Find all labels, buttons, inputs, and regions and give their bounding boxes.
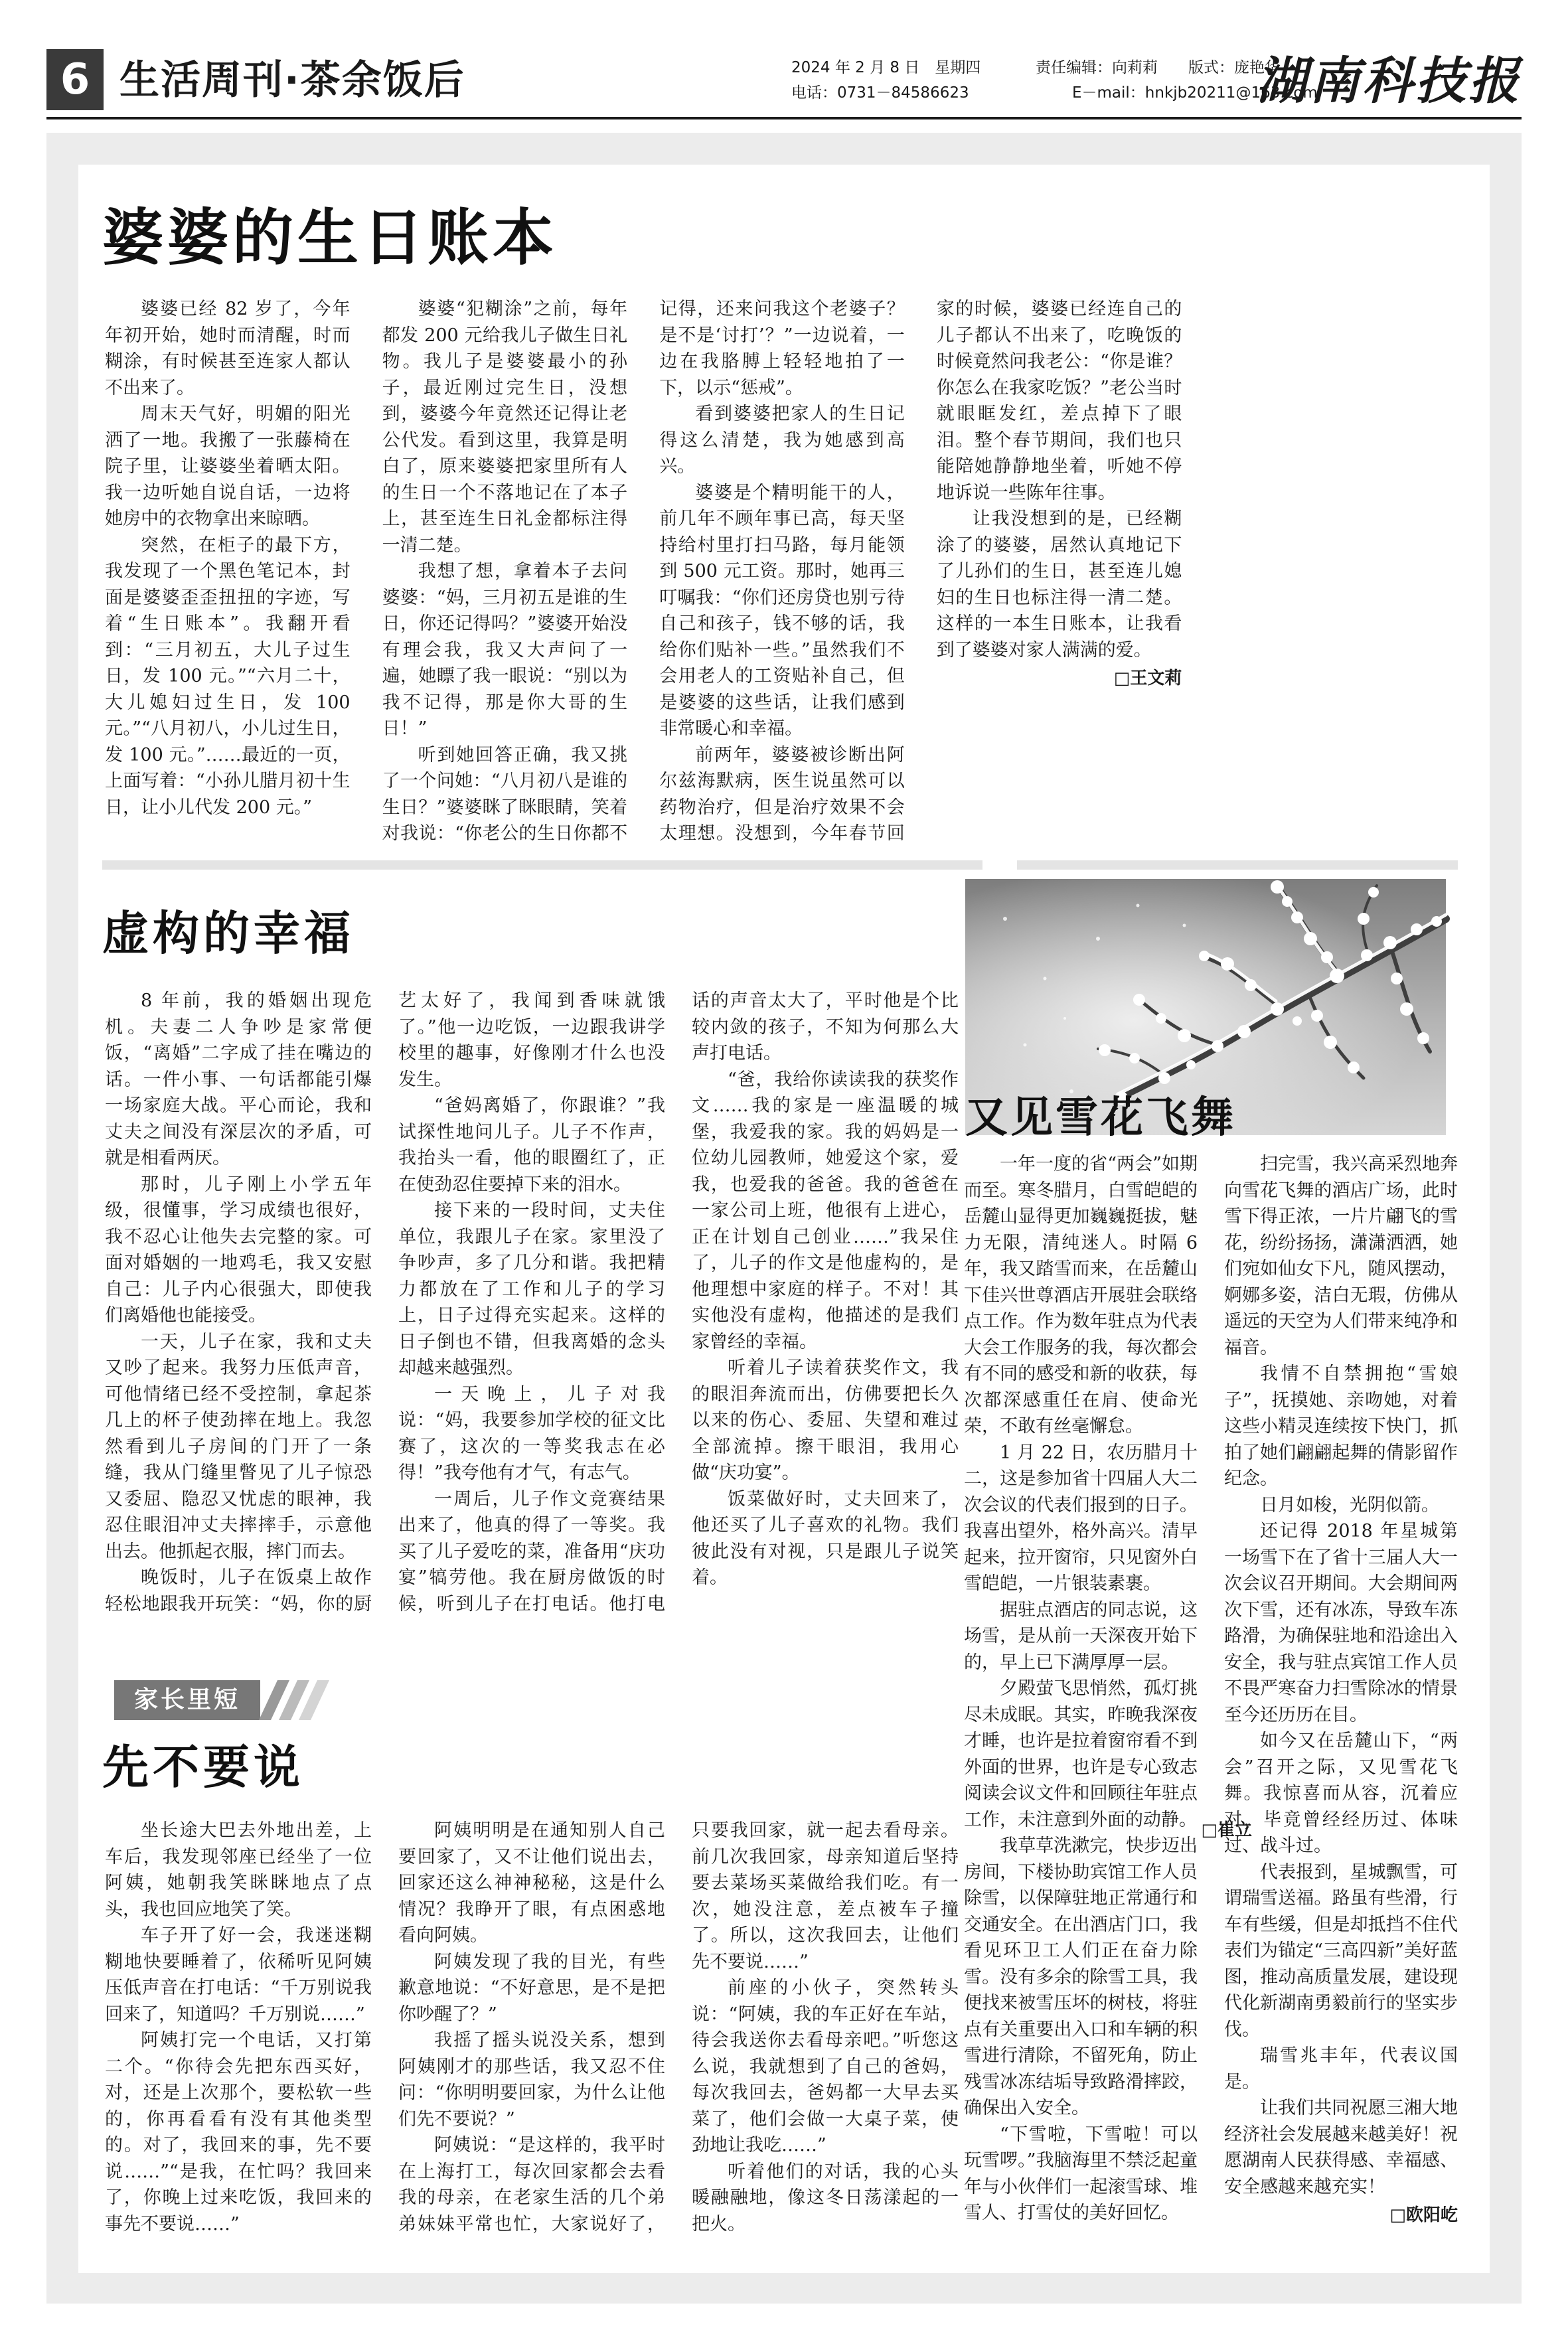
paragraph: 阿姨说：“是这样的，我平时在上海打工，每次回家都会去看我的母亲，在老家生活的几个弟弟妹妹平常也忙，大家说好了，只要我回家，就一起去看母亲。前几次我回家，母亲知道后坚持要去菜场买菜做给我们吃。有一次，她没注意，差点被车子撞了。所以，这次我回去，让他们先不要说……” — [398, 1820, 959, 2234]
divider-rule — [1017, 860, 1458, 870]
paragraph: 饭菜做好时，丈夫回来了，他还买了儿子喜欢的礼物。我们彼此没有对视，只是跟儿子说笑着。 — [692, 1488, 959, 1588]
paragraph: 突然，在柜子的最下方，我发现了一个黑色笔记本，封面是婆婆歪歪扭扭的字迹，写着“生日账本”。我翻开看到：“三月初五，大儿子过生日，发 100 元。”“六月二十，大儿媳妇过生日，发 100 元。”“八月初八，小儿过生日，发 100 元。”……最近的一页，上面写着：“小孙儿腊月初十生日，让小儿代发 200 元。” — [105, 534, 351, 818]
paragraph: 那时，儿子刚上小学五年级，很懂事，学习成绩也很好，我不忍心让他失去完整的家。可面对婚姻的一地鸡毛，我又安慰自己：儿子内心很强大，即使我们离婚他也能接受。 — [105, 1174, 372, 1326]
paragraph: “下雪啦，下雪啦！可以玩雪啰。”我脑海里不禁泛起童年与小伙伴们一起滚雪球、堆雪人、打雪仗的美好回忆。 — [964, 2124, 1198, 2223]
paragraph: 婆婆“犯糊涂”之前，每年都发 200 元给我儿子做生日礼物。我儿子是婆婆最小的孙子，最近刚过完生日，没想到，婆婆今年竟然还记得让老公代发。看到这里，我算是明白了，原来婆婆把家里所有人的生日一个不落地记在了本子上，甚至连生日礼金都标注得一清二楚。 — [382, 299, 628, 556]
paragraph: 婆婆是个精明能干的人，前几年不顾年事已高，每天坚持给村里打扫马路，每月能领到 500 元工资。那时，她再三叮嘱我：“你们还房贷也别亏待自己和孩子，钱不够的话，我给你们贴补一些。”虽然我们不会用老人的工资贴补自己，但是婆婆的这些话，让我们感到非常暖心和幸福。 — [659, 482, 905, 739]
paragraph: 1 月 22 日，农历腊月十二，这是参加省十四届人大二次会议的代表们报到的日子。我喜出望外，格外高兴。清早起来，拉开窗帘，只见窗外白雪皑皑，一片银装素裹。 — [964, 1442, 1198, 1594]
article3-title: 又见雪花飞舞 — [965, 1093, 1236, 1142]
article3-author: □欧阳屹 — [1389, 2205, 1458, 2225]
divider-rule — [102, 860, 982, 870]
section-title: 生活周刊·茶余饭后 — [119, 57, 465, 104]
paragraph: 夕殿萤飞思悄然，孤灯挑尽未成眠。其实，昨晚我深夜才睡，也许是拉着窗帘看不到外面的世界，也许是专心致志阅读会议文件和回顾往年驻点工作，未注意到外面的动静。 — [964, 1678, 1198, 1830]
paragraph: 瑞雪兆丰年，代表议国是。 — [1224, 2045, 1458, 2092]
page-header — [46, 45, 1522, 119]
article2-body — [105, 988, 959, 1617]
paragraph: 一天，儿子在家，我和丈夫又吵了起来。我努力压低声音，可他情绪已经不受控制，拿起茶几上的杯子使劲摔在地上。我忽然看到儿子房间的门开了一条缝，我从门缝里瞥见了儿子惊恐又委屈、隐忍又忧虑的眼神，我忍住眼泪冲丈夫摔摔手，示意他出去。他抓起衣服，摔门而去。 — [105, 1331, 372, 1562]
paragraph: 我摇了摇头说没关系，想到阿姨刚才的那些话，我又忍不住问：“你明明要回家，为什么让他们先不要说？” — [398, 2030, 665, 2130]
article3-body — [964, 1151, 1458, 2273]
paragraph: 还记得 2018 年星城第一场雪下在了省十三届人大一次会议召开期间。大会期间两次下雪，还有冰冻，导致车冻路滑，为确保驻地和沿途出入安全，我与驻点宾馆工作人员不畏严寒奋力扫雪除冰的情景至今还历历在目。 — [1224, 1521, 1458, 1725]
article4-author: □崔立 — [1201, 1820, 1252, 1840]
contact-email: E－mail：hnkjb20211@163.com — [1072, 84, 1318, 102]
paragraph: 据驻点酒店的同志说，这场雪，是从前一天深夜开始下的，早上已下满厚厚一层。 — [964, 1599, 1198, 1673]
article1-body — [105, 296, 1459, 854]
paragraph: “爸妈离婚了，你跟谁？”我试探性地问儿子。儿子不作声，我抬头一看，他的眼圈红了，正在使劲忍住要掉下来的泪水。 — [398, 1095, 665, 1195]
paragraph: 让我没想到的是，已经糊涂了的婆婆，居然认真地记下了儿孙们的生日，甚至连儿媳妇的生日也标注得一清二楚。这样的一本生日账本，让我看到了婆婆对家人满满的爱。 — [936, 509, 1182, 661]
paragraph: 8 年前，我的婚姻出现危机。夫妻二人争吵是家常便饭，“离婚”二字成了挂在嘴边的话。一件小事、一句话都能引爆一场家庭大战。平心而论，我和丈夫之间没有深层次的矛盾，可就是相看两厌。 — [105, 990, 372, 1168]
paragraph: 周末天气好，明媚的阳光洒了一地。我搬了一张藤椅在院子里，让婆婆坐着晒太阳。我一边听她自说自话，一边将她房中的衣物拿出来晾晒。 — [105, 404, 351, 529]
paragraph: 代表报到，星城飘雪，可谓瑞雪送福。路虽有些滑，行车有些缓，但是却抵挡不住代表们为锚定“三高四新”美好蓝图，推动高质量发展，建设现代化新湖南勇毅前行的坚实步伐。 — [1224, 1861, 1458, 2040]
article1-author: □王文莉 — [1113, 668, 1182, 688]
paragraph: 一周后，儿子作文竞赛结果出来了，他真的得了一等奖。我买了儿子爱吃的菜，准备用“庆功宴”犒劳他。我在厨房做饭的时候，听到儿子在打电话。他打电话的声音太大了，平时他是个比较内敛的孩子，不知为何那么大声打电话。 — [398, 990, 959, 1614]
paragraph: 我草草洗漱完，快步迈出房间，下楼协助宾馆工作人员除雪，以保障驻地正常通行和交通安全。在出酒店门口，我看见环卫工人们正在奋力除雪。没有多余的除雪工具，我便找来被雪压坏的树枝，将驻点有关重要出入口和车辆的积雪进行清除，不留死角，防止残雪冰冻结垢导致路滑摔跤，确保出入安全。 — [964, 1836, 1198, 2118]
paragraph: 如今又在岳麓山下，“两会”召开之际，又见雪花飞舞。我惊喜而从容，沉着应对，毕竟曾经经历过、体味过、战斗过。 — [1224, 1731, 1458, 1856]
paragraph: 车子开了好一会，我迷迷糊糊地快要睡着了，依稀听见阿姨压低声音在打电话：“千万别说我回来了，知道吗？千万别说……” — [105, 1925, 372, 2025]
paragraph: 一年一度的省“两会”如期而至。寒冬腊月，白雪皑皑的岳麓山显得更加巍巍挺拔，魅力无限，清纯迷人。时隔 6 年，我又踏雪而来，在岳麓山下佳兴世尊酒店开展驻会联络点工作。作为数年驻点为代表大会工作服务的我，每次都会有不同的感受和新的收获，每次都深感重任在肩、使命光荣，不敢有丝毫懈怠。 — [964, 1154, 1198, 1437]
paragraph: 听着他们的对话，我的心头暖融融地，像这冬日荡漾起的一把火。 — [692, 2161, 959, 2234]
paragraph: 接下来的一段时间，丈夫住单位，我跟儿子在家。家里没了争吵声，多了几分和谐。我把精力都放在了工作和儿子的学习上，日子过得充实起来。这样的日子倒也不错，但我离婚的念头却越来越强烈。 — [398, 1200, 665, 1378]
section-tag-label: 家长里短 — [114, 1680, 260, 1720]
paragraph: 阿姨发现了我的目光，有些歉意地说：“不好意思，是不是把你吵醒了？” — [398, 1951, 665, 2025]
content-frame — [46, 133, 1522, 2304]
paragraph: 我想了想，拿着本子去问婆婆：“妈，三月初五是谁的生日，你还记得吗？”婆婆开始没有理会我，我又大声问了一遍，她瞟了我一眼说：“别以为我不记得，那是你大哥的生日！” — [382, 561, 628, 739]
paragraph: 让我们共同祝愿三湘大地经济社会发展越来越美好！祝愿湖南人民获得感、幸福感、安全感越来越充实！ — [1224, 2098, 1458, 2197]
article1-title: 婆婆的生日账本 — [102, 202, 558, 274]
paragraph: 我情不自禁拥抱“雪娘子”，抚摸她、亲吻她，对着这些小精灵连续按下快门，抓拍了她们翩翩起舞的倩影留作纪念。 — [1224, 1364, 1458, 1489]
paragraph: 听着儿子读着获奖作文，我的眼泪奔流而出，仿佛要把长久以来的伤心、委屈、失望和难过全部流掉。擦干眼泪，我用心做“庆功宴”。 — [692, 1358, 959, 1483]
paragraph: 前两年，婆婆被诊断出阿尔兹海默病，医生说虽然可以药物治疗，但是治疗效果不会太理想。没想到，今年春节回家的时候，婆婆已经连自己的儿子都认不出来了，吃晚饭的时候竟然问我老公：“你是谁？你怎么在我家吃饭？”老公当时就眼眶发红，差点掉下了眼泪。整个春节期间，我们也只能陪她静静地坐着，听她不停地诉说一些陈年往事。 — [659, 299, 1182, 844]
paragraph: 阿姨明明是在通知别人自己要回家了，又不让他们说出去，回家还这么神神秘秘，这是什么情况？我睁开了眼，有点困惑地看向阿姨。 — [398, 1820, 665, 1946]
paragraph: 晚饭时，儿子在饭桌上故作轻松地跟我开玩笑：“妈，你的厨艺太好了，我闻到香味就饿了。”他一边吃饭，一边跟我讲学校里的趣事，好像刚才什么也没发生。 — [105, 990, 665, 1614]
section-tag — [114, 1680, 406, 1720]
paragraph: 一天晚上，儿子对我说：“妈，我要参加学校的征文比赛了，这次的一等奖我志在必得！”我夸他有才气，有志气。 — [398, 1383, 665, 1483]
issue-date: 2024 年 2 月 8 日 星期四 — [791, 59, 981, 76]
content-panel — [78, 165, 1490, 2273]
page-number: 6 — [46, 49, 104, 110]
paragraph: 听到她回答正确，我又挑了一个问她：“八月初八是谁的生日？”婆婆眯了眯眼睛，笑着对我说：“你老公的生日你都不记得，还来问我这个老婆子？是不是‘讨打’？”一边说着，一边在我胳膊上轻轻地拍了一下，以示“惩戒”。 — [382, 299, 905, 844]
article2-title: 虚构的幸福 — [102, 905, 354, 961]
paragraph: “爸，我给你读读我的获奖作文……我的家是一座温暖的城堡，我爱我的家。我的妈妈是一位幼儿园教师，她爱这个家，爱我，也爱我的爸爸。我的爸爸在一家公司上班，他很有上进心，正在计划自己创业……”我呆住了，儿子的作文是他虚构的，是他理想中家庭的样子。不对！其实他没有虚构，他描述的是我们家曾经的幸福。 — [692, 1069, 959, 1352]
article4-title: 先不要说 — [102, 1739, 304, 1794]
paragraph: 扫完雪，我兴高采烈地奔向雪花飞舞的酒店广场，此时雪下得正浓，一片片翩飞的雪花，纷纷扬扬，潇潇洒洒，她们宛如仙女下凡，随风摆动，婀娜多姿，洁白无瑕，仿佛从遥远的天空为人们带来纯净和福音。 — [1224, 1154, 1458, 1358]
masthead-logo: 湖南科技报 — [1256, 51, 1522, 110]
paragraph: 婆婆已经 82 岁了，今年年初开始，她时而清醒，时而糊涂，有时候甚至连家人都认不出来了。 — [105, 299, 351, 398]
contact-phone: 电话：0731－84586623 — [791, 84, 969, 102]
paragraph: 前座的小伙子，突然转头说：“阿姨，我的车正好在车站，待会我送你去看母亲吧。”听您这么说，我就想到了自己的爸妈，每次我回去，爸妈都一大早去买菜了，他们会做一大桌子菜，使劲地让我吃……” — [692, 1978, 959, 2156]
editor-credits: 责任编辑：向莉莉 版式：庞艳华 — [1036, 59, 1280, 76]
paragraph: 日月如梭，光阴似箭。 — [1260, 1494, 1439, 1516]
paragraph: 阿姨打完一个电话，又打第二个。“你待会先把东西买好，对，还是上次那个，要松软一些的，你再看看有没有其他类型的。对了，我回来的事，先不要说……”“是我，在忙吗？我回来了，你晚上过来吃饭，我回来的事先不要说……” — [105, 2030, 372, 2234]
paragraph: 看到婆婆把家人的生日记得这么清楚，我为她感到高兴。 — [659, 404, 905, 477]
paragraph: 坐长途大巴去外地出差，上车后，我发现邻座已经坐了一位阿姨，她朝我笑眯眯地点了点头，我也回应地笑了笑。 — [105, 1820, 372, 1920]
